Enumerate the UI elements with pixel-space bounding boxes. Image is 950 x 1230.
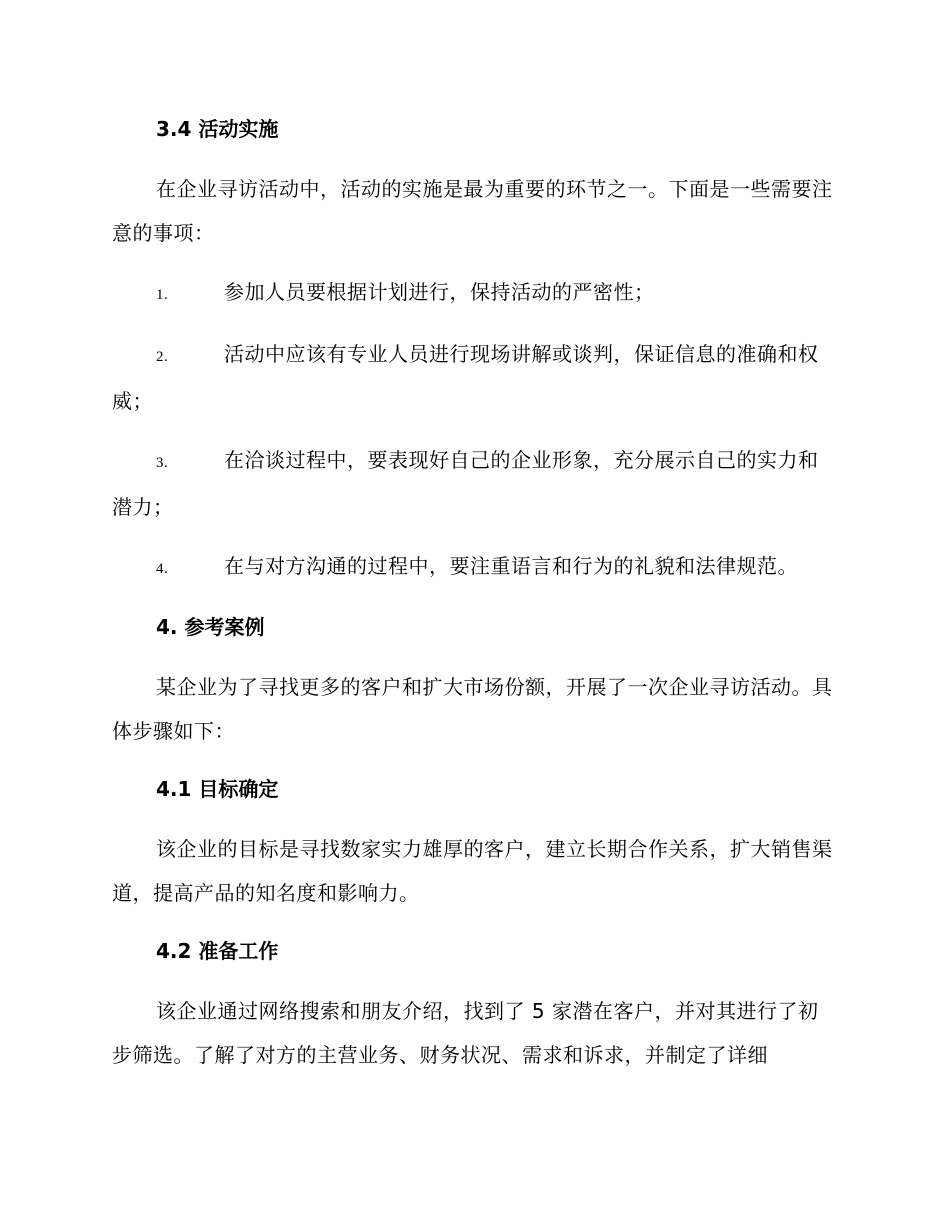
- list-item-text: 参加人员要根据计划进行，保持活动的严密性；: [224, 280, 655, 304]
- section-3-4-heading: 3.4 活动实施: [156, 117, 279, 141]
- section-4-heading: 4. 参考案例: [156, 615, 265, 639]
- section-4-2-body: 该企业通过网络搜索和朋友介绍，找到了 5 家潜在客户，并对其进行了初步筛选。了解了对方的主营业务、财务状况、需求和诉求，并制定了详细: [112, 999, 819, 1067]
- list-item-number: 4.: [156, 561, 169, 577]
- document-content: [112, 108, 834, 1092]
- section-4-1-body: 该企业的目标是寻找数家实力雄厚的客户，建立长期合作关系，扩大销售渠道，提高产品的知名度和影响力。: [112, 837, 833, 905]
- list-item-number: 2.: [156, 349, 169, 365]
- list-item-text: 在与对方沟通的过程中，要注重语言和行为的礼貌和法律规范。: [224, 554, 798, 578]
- section-4-2-heading: 4.2 准备工作: [156, 939, 279, 963]
- list-item-number: 3.: [156, 455, 169, 471]
- list-item-text: 在洽谈过程中，要表现好自己的企业形象，充分展示自己的实力和潜力；: [112, 448, 819, 519]
- section-3-4-intro: 在企业寻访活动中，活动的实施是最为重要的环节之一。下面是一些需要注意的事项：: [112, 177, 833, 245]
- section-4-intro: 某企业为了寻找更多的客户和扩大市场份额，开展了一次企业寻访活动。具体步骤如下：: [112, 675, 833, 743]
- section-4-1-heading: 4.1 目标确定: [156, 777, 279, 801]
- list-item-3: [112, 438, 834, 529]
- list-item-1: [112, 270, 834, 317]
- list-item-4: [112, 544, 834, 591]
- list-item-number: 1.: [156, 287, 169, 303]
- list-item-2: [112, 332, 834, 423]
- list-item-text: 活动中应该有专业人员进行现场讲解或谈判，保证信息的准确和权威；: [112, 342, 819, 413]
